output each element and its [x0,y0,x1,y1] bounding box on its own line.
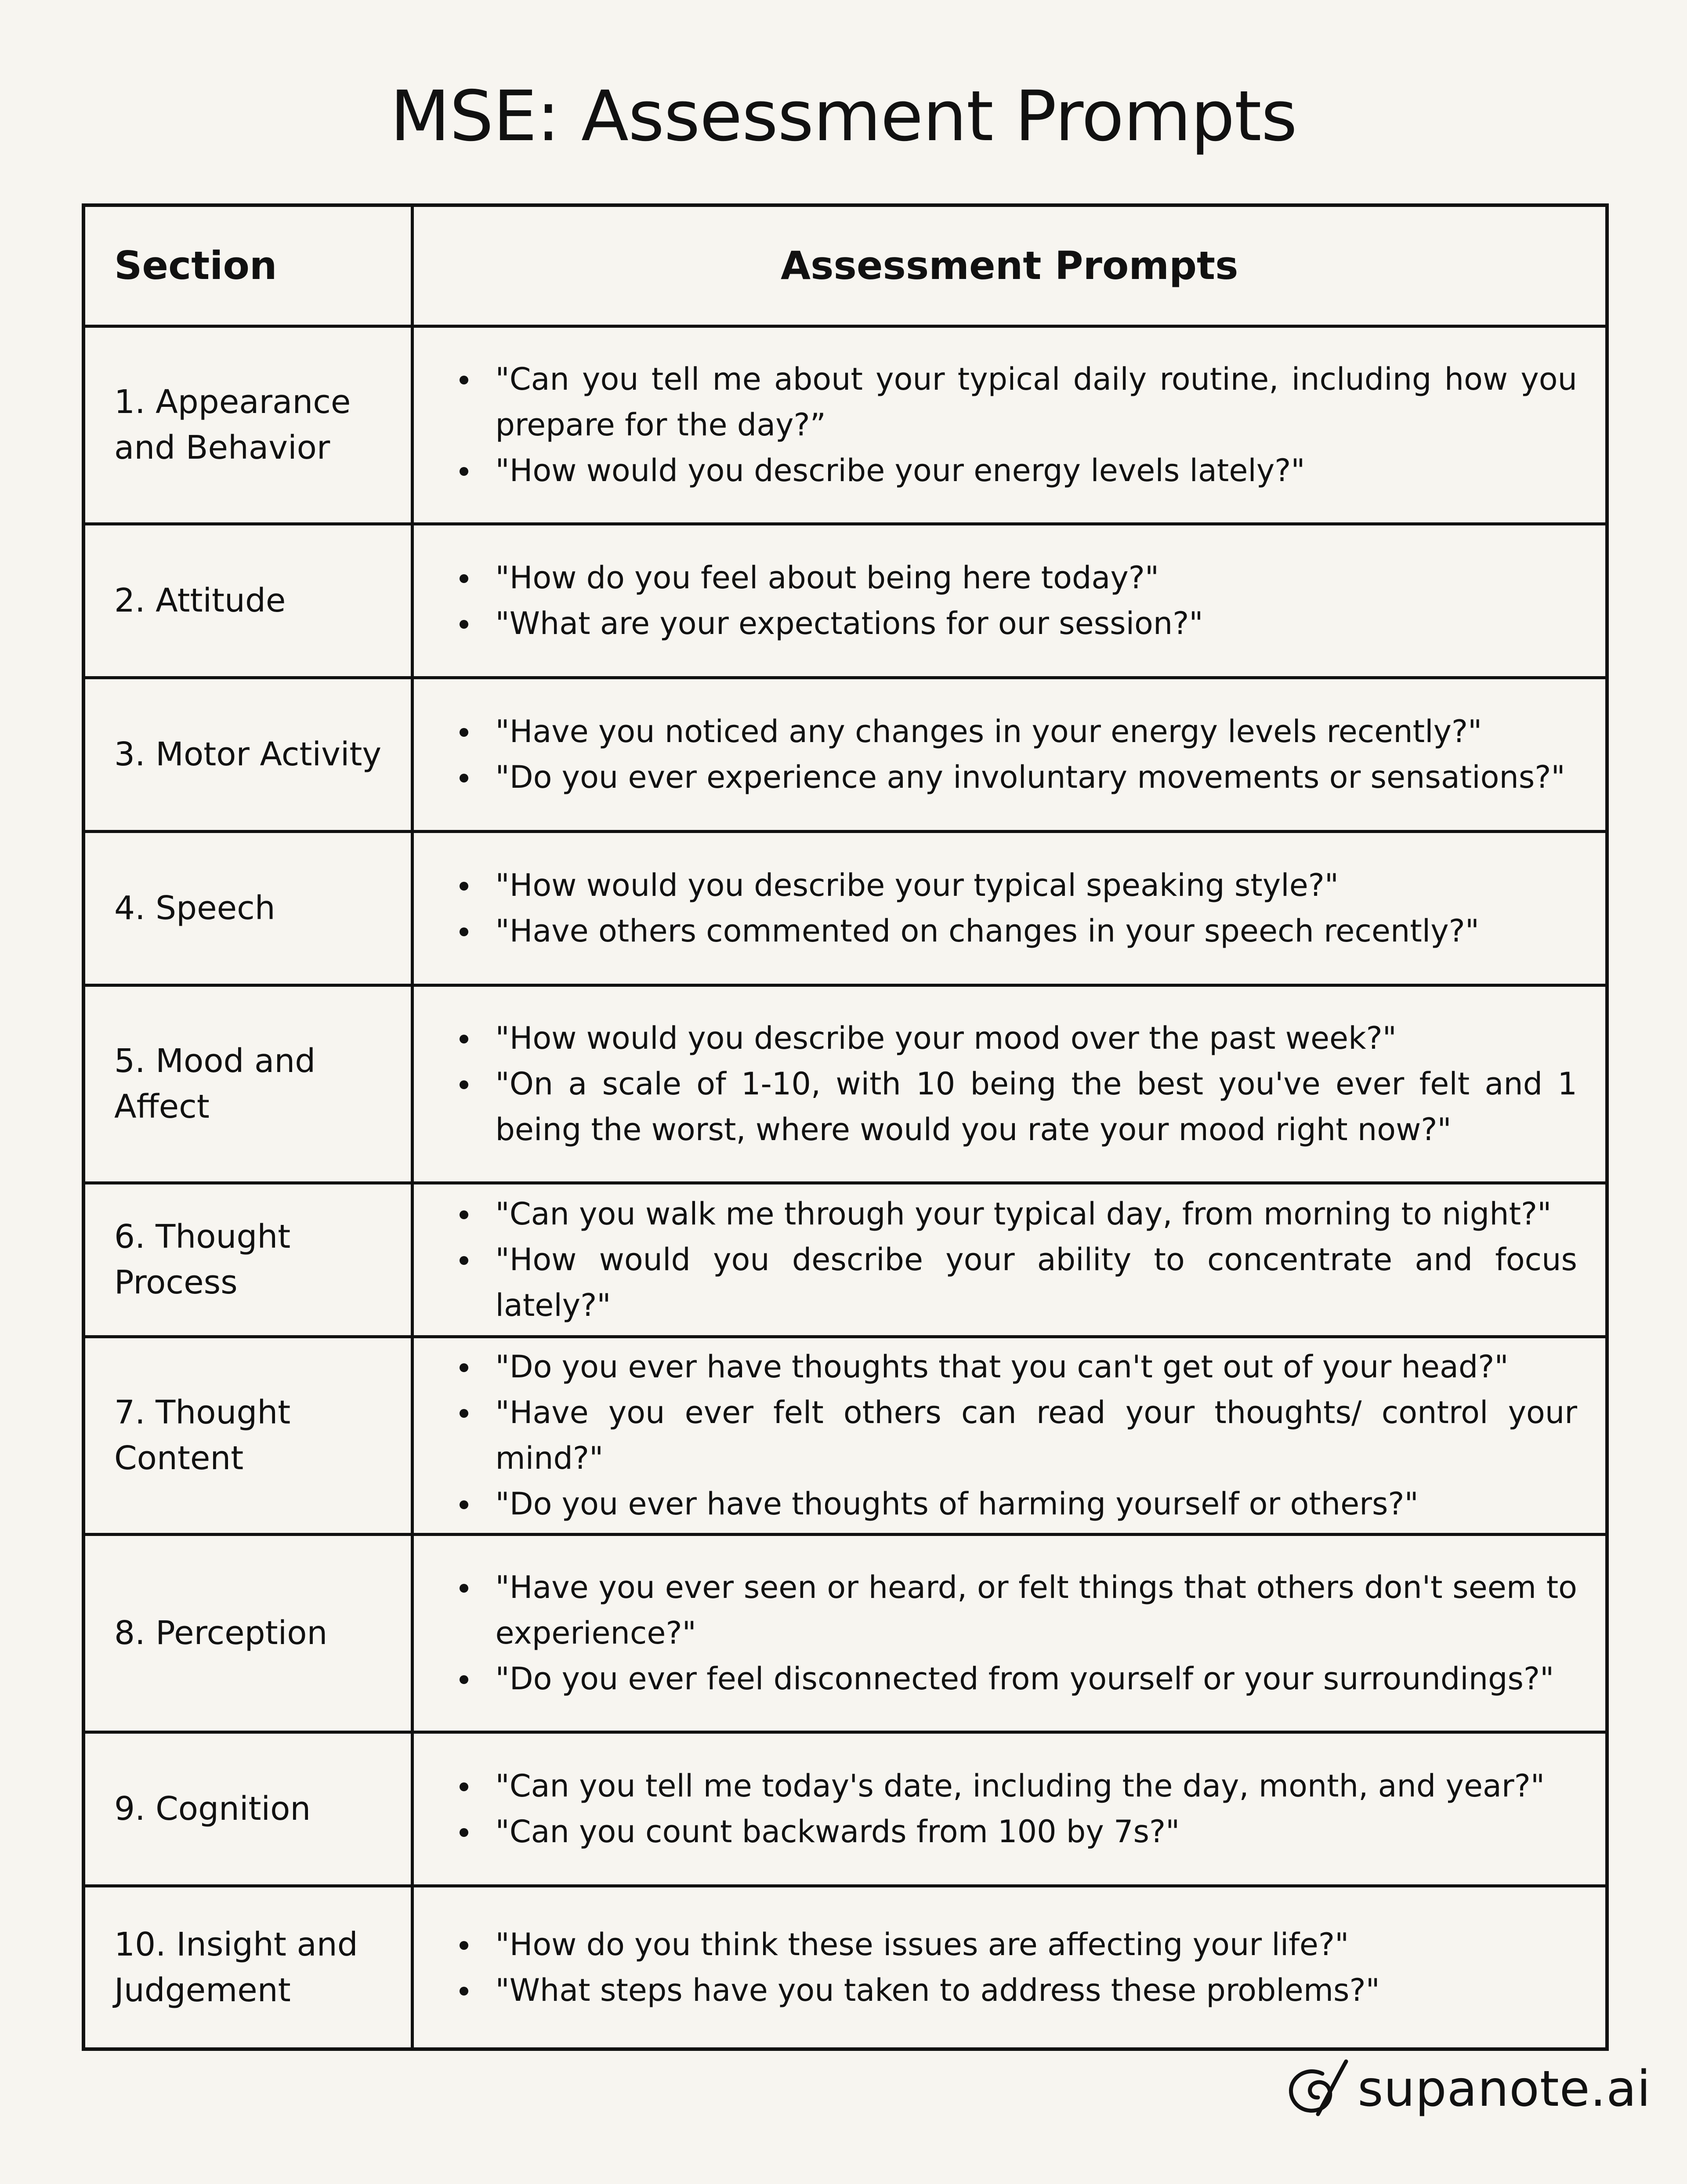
prompt-item: "What are your expectations for our session?" [496,601,1578,646]
table-row [83,1336,1607,1534]
prompt-item: "How do you feel about being here today?" [496,555,1578,601]
prompt-item: "How would you describe your mood over the past week?" [496,1015,1578,1061]
prompt-list [443,709,1578,800]
table-row [83,677,1607,831]
section-cell: 6. Thought Process [83,1183,412,1336]
table-row [83,985,1607,1183]
prompts-cell [412,1732,1607,1886]
prompt-item: "Have others commented on changes in your speech recently?" [496,908,1578,954]
table-header-row [83,205,1607,326]
prompt-item: "How would you describe your typical speaking style?" [496,862,1578,908]
section-cell: 2. Attitude [83,524,412,677]
prompt-item: "Have you noticed any changes in your energy levels recently?" [496,709,1578,754]
prompt-item: "Do you ever feel disconnected from yourself or your surroundings?" [496,1656,1578,1702]
prompt-list [443,1344,1578,1527]
table-row [83,831,1607,985]
prompt-list [443,1922,1578,2013]
section-cell: 10. Insight and Judgement [83,1886,412,2049]
prompts-cell [412,1336,1607,1534]
prompt-list [443,862,1578,954]
prompt-list [443,1015,1578,1152]
table-row [83,1732,1607,1886]
prompt-list [443,356,1578,493]
prompt-item: "What steps have you taken to address these problems?" [496,1967,1578,2013]
prompt-list [443,1565,1578,1702]
prompt-item: "How do you think these issues are affecting your life?" [496,1922,1578,1967]
table-row [83,326,1607,524]
prompt-item: "On a scale of 1-10, with 10 being the best you've ever felt and 1 being the worst, where would you rate your mood right now?" [496,1061,1578,1152]
supanote-swirl-logo-icon [1280,2056,1355,2122]
table-row [83,1183,1607,1336]
prompts-cell [412,831,1607,985]
prompt-item: "How would you describe your energy levels lately?" [496,448,1578,493]
column-header-section: Section [83,205,412,326]
assessment-table-container [82,203,1605,2051]
prompt-list [443,555,1578,646]
prompt-item: "Can you walk me through your typical day, from morning to night?" [496,1191,1578,1237]
brand-name: supanote.ai [1358,2061,1651,2118]
prompt-item: "How would you describe your ability to concentrate and focus lately?" [496,1237,1578,1328]
prompts-cell [412,524,1607,677]
section-cell: 5. Mood and Affect [83,985,412,1183]
page-title: MSE: Assessment Prompts [390,76,1297,157]
section-cell: 3. Motor Activity [83,677,412,831]
prompt-list [443,1763,1578,1854]
prompts-cell [412,1534,1607,1732]
prompts-cell [412,985,1607,1183]
prompt-item: "Do you ever experience any involuntary movements or sensations?" [496,754,1578,800]
prompts-cell [412,1886,1607,2049]
assessment-table [82,203,1609,2051]
prompt-item: "Have you ever seen or heard, or felt things that others don't seem to experience?" [496,1565,1578,1656]
prompt-item: "Can you tell me today's date, including the day, month, and year?" [496,1763,1578,1809]
column-header-assessment-prompts: Assessment Prompts [412,205,1607,326]
prompt-item: "Can you tell me about your typical daily routine, including how you prepare for the day?” [496,356,1578,448]
prompts-cell [412,1183,1607,1336]
section-cell: 8. Perception [83,1534,412,1732]
prompts-cell [412,677,1607,831]
table-row [83,1886,1607,2049]
prompt-item: "Do you ever have thoughts of harming yourself or others?" [496,1481,1578,1527]
section-cell: 9. Cognition [83,1732,412,1886]
prompt-item: "Can you count backwards from 100 by 7s?" [496,1809,1578,1854]
brand-footer [1280,2056,1651,2122]
table-row [83,1534,1607,1732]
section-cell: 1. Appearance and Behavior [83,326,412,524]
prompt-item: "Do you ever have thoughts that you can't get out of your head?" [496,1344,1578,1390]
prompt-list [443,1191,1578,1328]
prompt-item: "Have you ever felt others can read your thoughts/ control your mind?" [496,1390,1578,1481]
section-cell: 7. Thought Content [83,1336,412,1534]
table-row [83,524,1607,677]
section-cell: 4. Speech [83,831,412,985]
prompts-cell [412,326,1607,524]
